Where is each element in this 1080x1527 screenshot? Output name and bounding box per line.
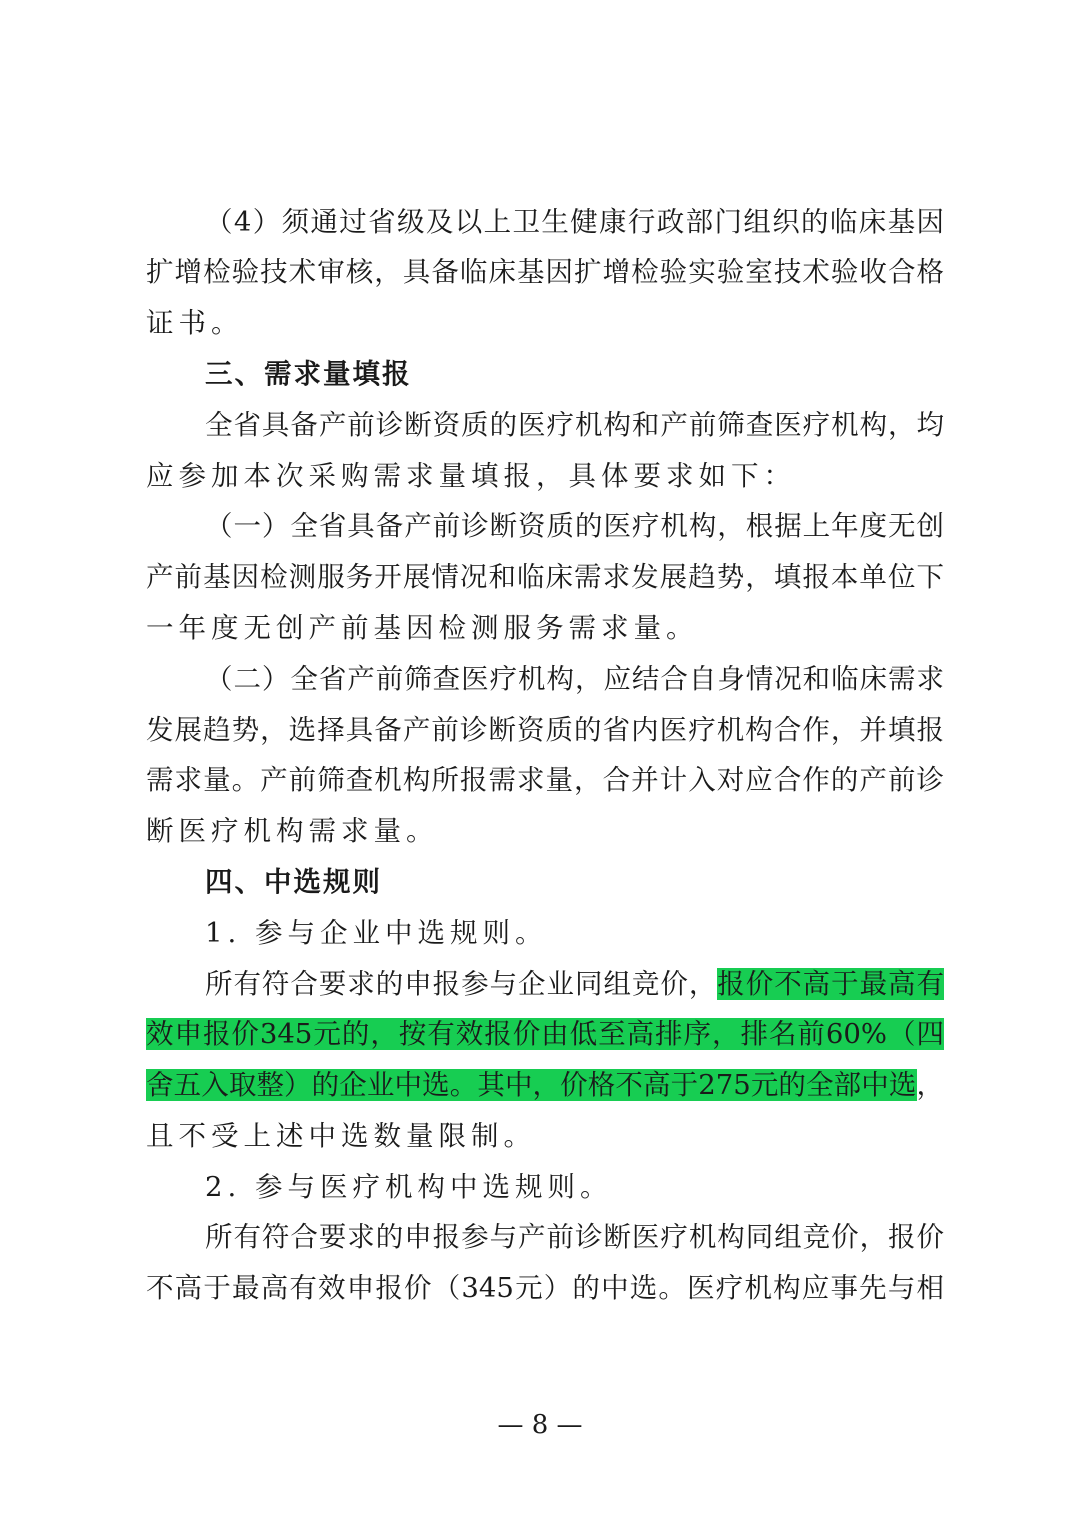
highlighted-text: 报价不高于最高有 — [717, 968, 945, 1000]
text-segment: 所有符合要求的申报参与企业同组竞价， — [205, 968, 718, 1000]
paragraph-line: （一）全省具备产前诊断资质的医疗机构，根据上年度无创 — [205, 510, 944, 542]
paragraph-line: 扩增检验技术审核，具备临床基因扩增检验实验室技术验收合格 — [146, 256, 944, 288]
rule-title: 2. 参与医疗机构中选规则。 — [205, 1171, 613, 1203]
paragraph-line: 证书。 — [146, 307, 244, 339]
section-heading: 三、需求量填报 — [205, 358, 412, 390]
highlighted-text: 舍五入取整）的企业中选。其中，价格不高于275元的全部中选 — [146, 1069, 917, 1101]
section-heading: 四、中选规则 — [205, 866, 382, 898]
paragraph-line: 所有符合要求的申报参与产前诊断医疗机构同组竞价，报价 — [205, 1221, 944, 1253]
paragraph-line: 产前基因检测服务开展情况和临床需求发展趋势，填报本单位下 — [146, 561, 944, 593]
paragraph-line — [205, 967, 944, 1001]
paragraph-line — [146, 1017, 944, 1051]
paragraph-line: （二）全省产前筛查医疗机构，应结合自身情况和临床需求 — [205, 663, 944, 695]
paragraph-line: 需求量。产前筛查机构所报需求量，合并计入对应合作的产前诊 — [146, 764, 944, 796]
paragraph-line: 全省具备产前诊断资质的医疗机构和产前筛查医疗机构，均 — [205, 409, 944, 441]
paragraph-line: 不高于最高有效申报价（345元）的中选。医疗机构应事先与相 — [146, 1272, 944, 1304]
paragraph-line: 断医疗机构需求量。 — [146, 815, 439, 847]
paragraph-line — [146, 1068, 944, 1102]
paragraph-line: 应参加本次采购需求量填报，具体要求如下： — [146, 460, 796, 492]
paragraph-line: 发展趋势，选择具备产前诊断资质的省内医疗机构合作，并填报 — [146, 714, 944, 746]
rule-title: 1. 参与企业中选规则。 — [205, 917, 548, 949]
paragraph-line: 一年度无创产前基因检测服务需求量。 — [146, 612, 699, 644]
highlighted-text: 效申报价345元的，按有效报价由低至高排序，排名前60%（四 — [146, 1018, 944, 1050]
paragraph-line: 且不受上述中选数量限制。 — [146, 1120, 536, 1152]
page-number: — 8 — — [497, 1410, 583, 1440]
paragraph-line: （4）须通过省级及以上卫生健康行政部门组织的临床基因 — [205, 206, 944, 238]
text-segment: ， — [916, 1069, 944, 1101]
